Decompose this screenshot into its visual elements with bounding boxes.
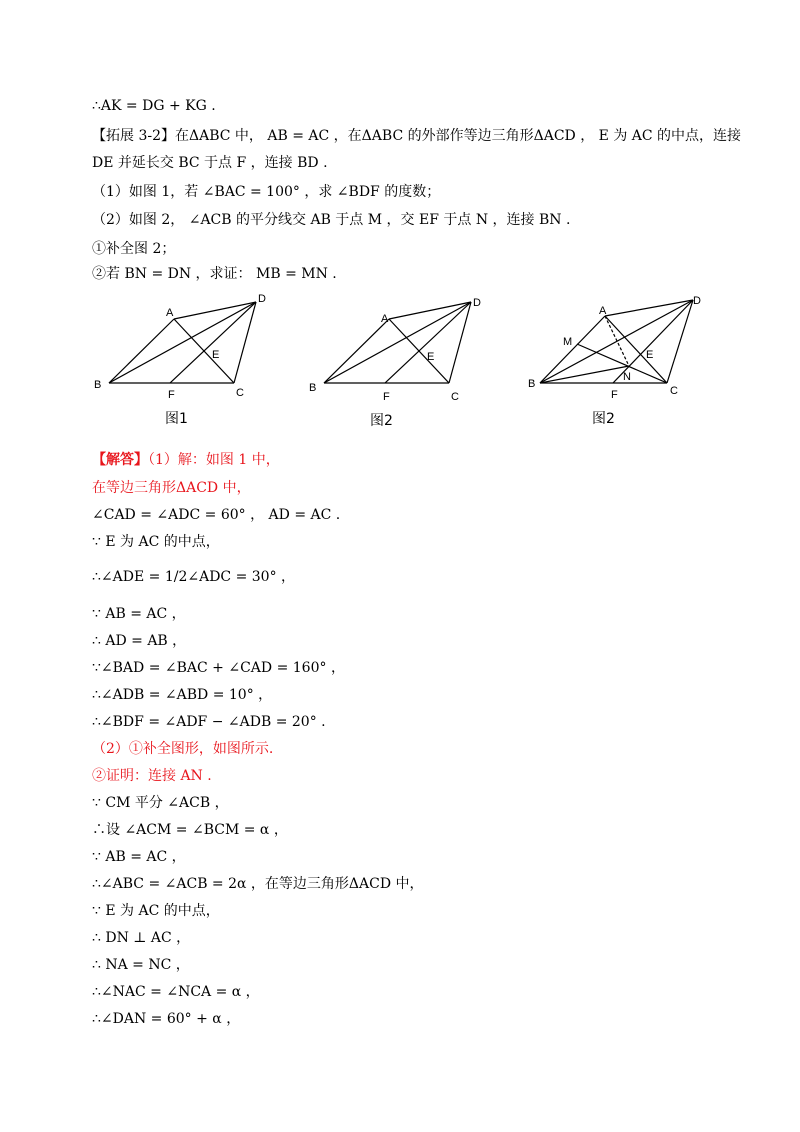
conclusion-line: ∴AK = DG + KG . (92, 98, 216, 114)
label-c: C (236, 387, 244, 399)
solution-line-15: ∵ AB = AC ， (92, 849, 186, 865)
solution-line-6: ∵ AB = AC ， (92, 606, 186, 622)
label-c: C (670, 385, 678, 397)
segment-ad (389, 302, 471, 319)
label-e: E (212, 349, 220, 361)
solution-line-5: ∴∠ADE = 1/2∠ADC = 30° ， (92, 569, 296, 585)
label-m: M (563, 336, 573, 348)
problem-line-3: （1）如图 1，若 ∠BAC = 100° ，求 ∠BDF 的度数； (92, 184, 441, 200)
solution-line-21: ∴∠DAN = 60° + α ， (92, 1011, 241, 1027)
problem-line-5: ①补全图 2； (92, 241, 176, 257)
label-b: B (528, 378, 536, 390)
label-d: D (258, 293, 266, 305)
solution-line-8: ∵∠BAD = ∠BAC + ∠CAD = 160° ， (92, 660, 345, 676)
segment-ac (605, 316, 667, 383)
label-n: N (623, 371, 631, 383)
segment-cd (234, 302, 256, 383)
solution-line-17: ∵ E 为 AC 的中点， (92, 903, 220, 919)
label-d: D (693, 295, 701, 307)
label-a: A (166, 307, 174, 319)
label-e: E (427, 351, 435, 363)
solution-line-14: ∴设 ∠ACM = ∠BCM = α ， (92, 822, 288, 838)
segment-ab (324, 319, 389, 383)
solution-line-12: ②证明：连接 AN . (92, 768, 212, 784)
segment-ab (109, 319, 174, 383)
solution-line-13: ∵ CM 平分 ∠ACB ， (92, 795, 229, 811)
solution-line-11: （2）①补全图形，如图所示. (92, 741, 274, 757)
label-a: A (381, 313, 389, 325)
label-f: F (383, 391, 390, 403)
figure-2-caption: 图2 (370, 413, 393, 429)
solution-line-16: ∴∠ABC = ∠ACB = 2α ，在等边三角形ΔACD 中， (92, 876, 424, 892)
solution-line-4: ∵ E 为 AC 的中点， (92, 534, 220, 550)
segment-cd (449, 302, 471, 383)
label-b: B (309, 382, 317, 394)
figure-3-caption: 图2 (592, 411, 615, 427)
label-d: D (473, 297, 481, 309)
figure-1 (90, 288, 280, 403)
segment-ad (174, 302, 256, 319)
label-a: A (599, 305, 607, 317)
solution-line-9: ∴∠ADB = ∠ABD = 10° ， (92, 687, 273, 703)
solution-line-19: ∴ NA = NC ， (92, 957, 190, 973)
label-c: C (451, 391, 459, 403)
label-b: B (94, 379, 102, 391)
label-f: F (611, 389, 618, 401)
solution-line-18: ∴ DN ⊥ AC ， (92, 930, 191, 946)
solution-line-2: 在等边三角形ΔACD 中， (92, 480, 251, 496)
solution-heading: 【解答】 (92, 452, 148, 468)
figure-1-caption: 图1 (165, 411, 188, 427)
problem-line-4: （2）如图 2， ∠ACB 的平分线交 AB 于点 M ，交 EF 于点 N ，连接 BN . (92, 212, 571, 228)
problem-line-1: 【拓展 3-2】在ΔABC 中， AB = AC ，在ΔABC 的外部作等边三角形ΔACD ， E 为 AC 的中点，连接 (92, 128, 742, 144)
label-f: F (168, 389, 175, 401)
problem-line-2: DE 并延长交 BC 于点 F ，连接 BD . (92, 155, 328, 171)
label-e: E (646, 349, 654, 361)
segment-cm (577, 344, 667, 383)
segment-an (605, 316, 629, 366)
solution-line-1 (92, 450, 280, 470)
figure-2 (305, 288, 495, 403)
solution-line-3: ∠CAD = ∠ADC = 60° ， AD = AC . (92, 507, 341, 523)
solution-line-10: ∴∠BDF = ∠ADF − ∠ADB = 20° . (92, 714, 326, 730)
solution-part-1-intro: （1）解：如图 1 中， (148, 452, 280, 468)
problem-line-6: ②若 BN = DN ，求证： MB = MN . (92, 266, 337, 282)
figure-2-completed (525, 288, 715, 403)
solution-line-7: ∴ AD = AB ， (92, 633, 187, 649)
solution-line-20: ∴∠NAC = ∠NCA = α ， (92, 984, 260, 1000)
